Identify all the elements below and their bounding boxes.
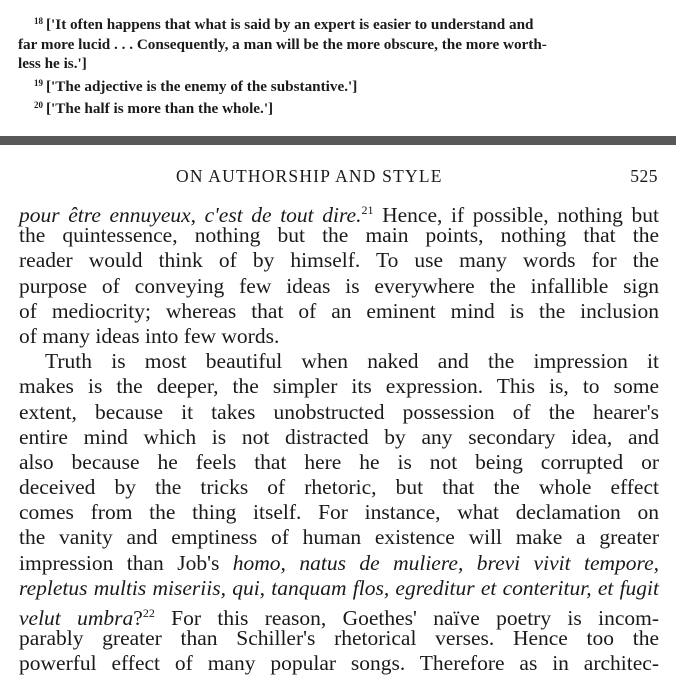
footnote-number: 20: [34, 100, 43, 110]
footnote-20: [18, 96, 660, 119]
text-line: makes is the deeper, the simpler its expression. This is, to some: [19, 374, 659, 399]
text-span: For this reason, Goethes' naïve poetry is incom-: [154, 606, 659, 630]
text-line: parably greater than Schiller's rhetorical verses. Hence too the: [19, 626, 659, 651]
latin-quote: velut umbra: [19, 606, 134, 630]
text-line: [19, 198, 660, 227]
footnote-18: [18, 12, 660, 35]
footnote-18-cont: less he is.']: [18, 55, 87, 72]
page-number: 525: [630, 166, 658, 186]
footnote-text: ['The half is more than the whole.']: [46, 100, 274, 117]
footnote-18-cont: far more lucid . . . Consequently, a man will be the more obscure, the more worth-: [18, 35, 547, 53]
footnote-number: 18: [34, 16, 43, 26]
text-line: the vanity and emptiness of human existence will make a greater: [19, 525, 659, 550]
text-span: Hence, if possible, nothing but: [373, 203, 660, 227]
text-line: repletus multis miseriis, qui, tanquam flos, egreditur et conteritur, et fugit: [19, 575, 659, 600]
french-quote: pour être ennuyeux, c'est de tout dire.: [19, 203, 362, 227]
text-line: Truth is most beautiful when naked and the impression it: [45, 349, 659, 374]
footnotes: [18, 12, 660, 119]
text-line: comes from the thing itself. For instance, what declamation on: [19, 500, 659, 525]
footnote-ref: 21: [361, 203, 374, 217]
text-line: the quintessence, nothing but the main points, nothing that the: [19, 223, 659, 248]
page-divider: [0, 136, 676, 145]
footnote-text: ['It often happens that what is said by an expert is easier to understand and: [46, 16, 534, 33]
page-header: [0, 166, 676, 190]
text-line: also because he feels that here he is not being corrupted or: [19, 449, 659, 474]
text-line: [19, 551, 659, 576]
text-line: deceived by the tricks of rhetoric, but that the whole effect: [19, 475, 659, 500]
text-line: entire mind which is not distracted by any secondary idea, and: [19, 424, 659, 449]
text-line: of many ideas into few words.: [19, 323, 280, 348]
text-span: impression than Job's: [19, 550, 233, 575]
footnote-number: 19: [34, 77, 43, 88]
footnote-text: ['The adjective is the enemy of the substantive.']: [46, 77, 358, 95]
text-line: purpose of conveying few ideas is everywhere the infallible sign: [19, 273, 659, 298]
running-title: ON AUTHORSHIP AND STYLE: [176, 166, 443, 186]
text-span: ?: [133, 606, 143, 630]
latin-quote: homo, natus de muliere, brevi vivit tempore,: [232, 550, 660, 575]
footnote-ref: 22: [142, 606, 155, 620]
body-text: [19, 198, 659, 677]
text-line: [19, 601, 659, 630]
text-line: of mediocrity; whereas that of an eminent mind is the inclusion: [19, 298, 659, 323]
text-line: reader would think of by himself. To use many words for the: [19, 248, 659, 273]
footnote-19: [18, 74, 660, 97]
text-line: extent, because it takes unobstructed possession of the hearer's: [19, 399, 659, 424]
text-line: powerful effect of many popular songs. Therefore as in architec-: [19, 651, 659, 676]
